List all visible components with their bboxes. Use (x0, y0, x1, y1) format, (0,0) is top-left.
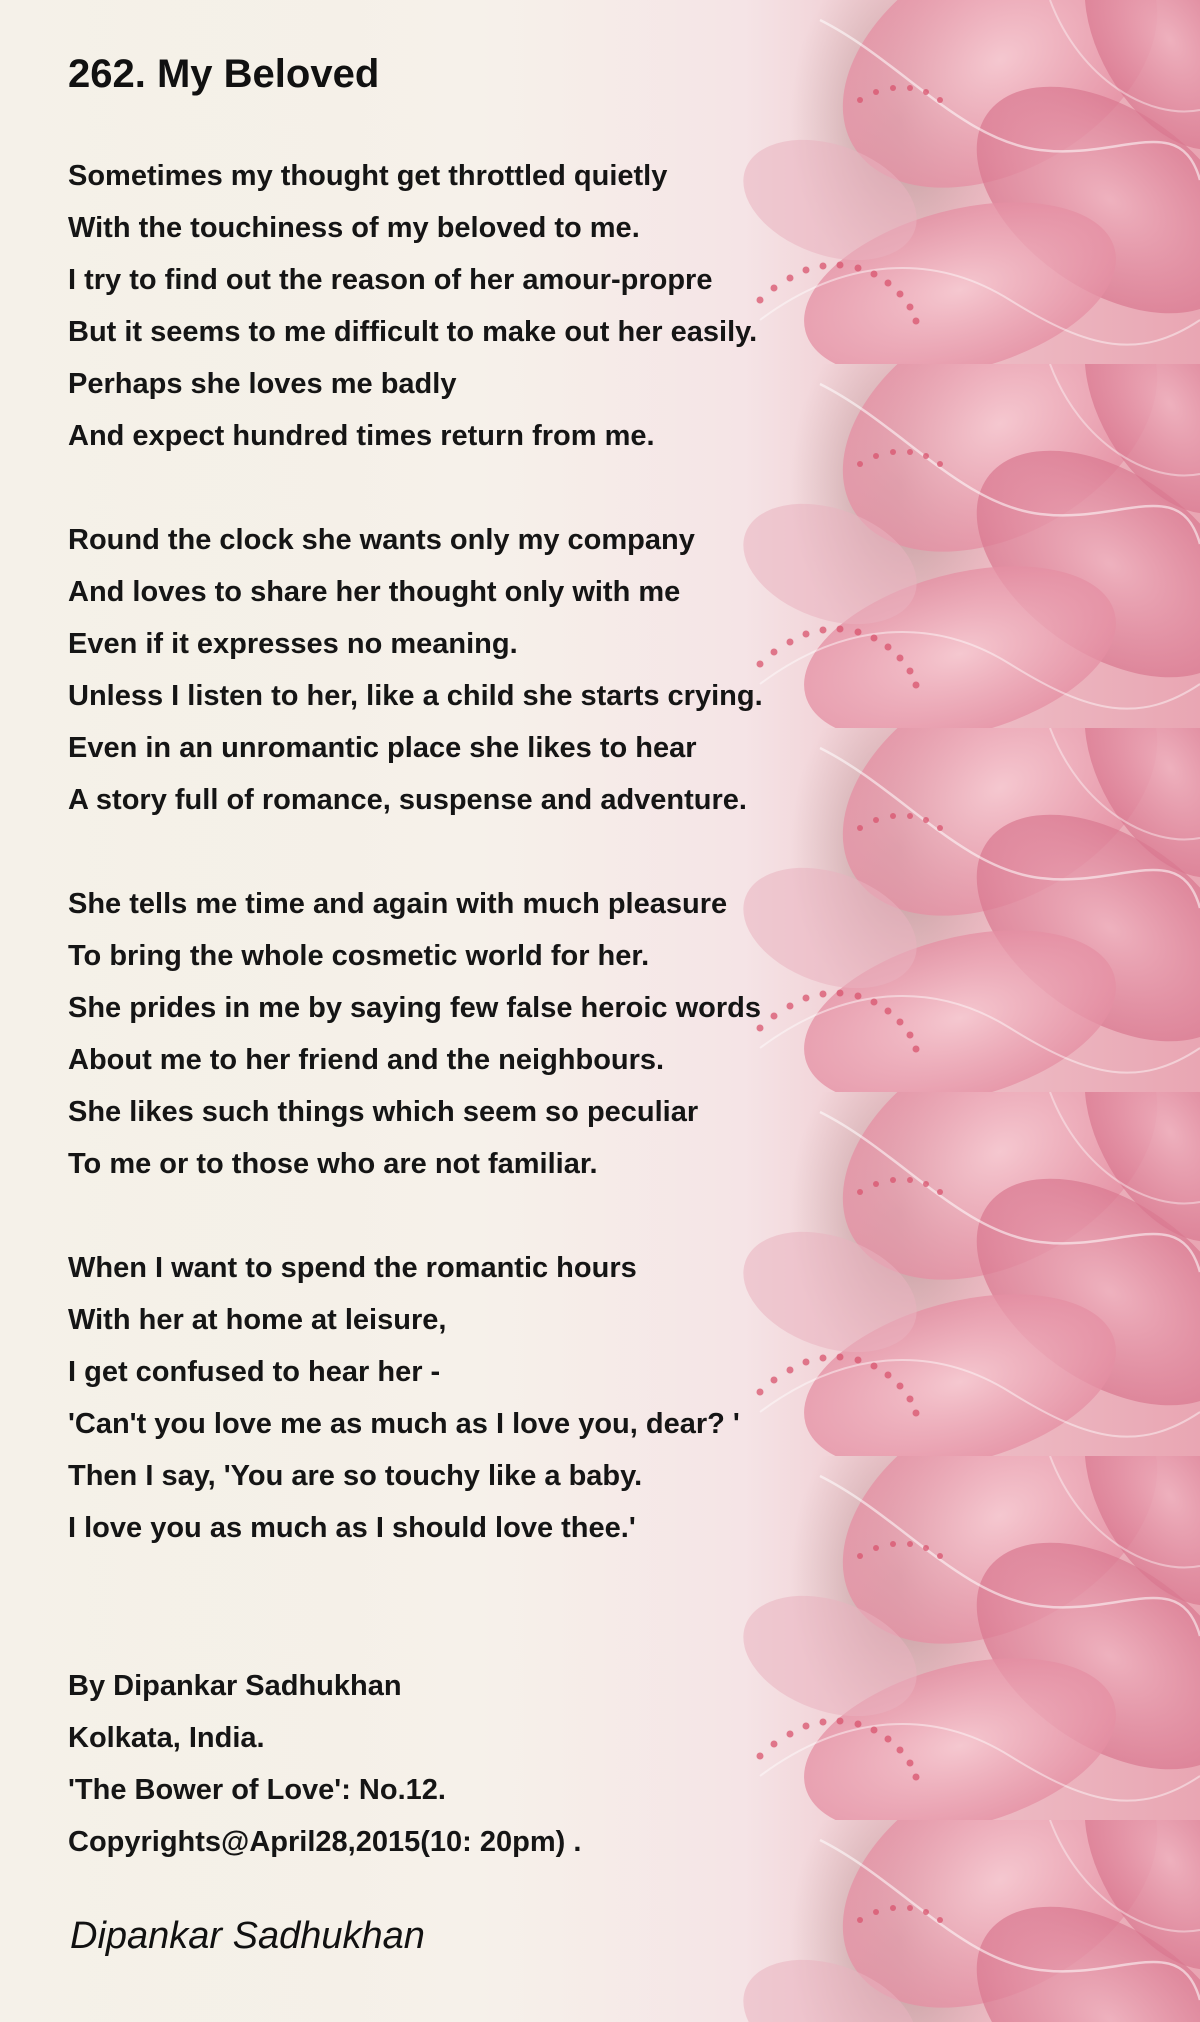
poem-line: Then I say, 'You are so touchy like a baby. (68, 1460, 643, 1492)
poem-line: With the touchiness of my beloved to me. (68, 212, 640, 244)
signature-location: Kolkata, India. (68, 1722, 265, 1754)
stanza (68, 514, 968, 826)
poem-line: And expect hundred times return from me. (68, 420, 655, 452)
poem-title: 262. My Beloved (68, 52, 380, 96)
poem-body (68, 150, 968, 1606)
signature-collection: 'The Bower of Love': No.12. (68, 1774, 446, 1806)
poem-line: Unless I listen to her, like a child she starts crying. (68, 680, 763, 712)
poem-line: Sometimes my thought get throttled quietly (68, 160, 668, 192)
poem-line: A story full of romance, suspense and adventure. (68, 784, 747, 816)
author-name: Dipankar Sadhukhan (70, 1915, 425, 1957)
poem-line: With her at home at leisure, (68, 1304, 447, 1336)
poem-line: I try to find out the reason of her amour-propre (68, 264, 713, 296)
poem-line: She likes such things which seem so peculiar (68, 1096, 699, 1128)
poem-line: She prides in me by saying few false heroic words (68, 992, 761, 1024)
poem-line: I get confused to hear her - (68, 1356, 441, 1388)
signature-copyright: Copyrights@April28,2015(10: 20pm) . (68, 1826, 582, 1858)
poem-line: She tells me time and again with much pleasure (68, 888, 728, 920)
poem-line: Round the clock she wants only my company (68, 524, 695, 556)
poem-line: To me or to those who are not familiar. (68, 1148, 598, 1180)
poem-line: I love you as much as I should love thee.' (68, 1512, 636, 1544)
signature-byline: By Dipankar Sadhukhan (68, 1670, 402, 1702)
poem-line: Perhaps she loves me badly (68, 368, 457, 400)
poem-line: But it seems to me difficult to make out her easily. (68, 316, 758, 348)
poem-line: And loves to share her thought only with me (68, 576, 681, 608)
stanza (68, 878, 968, 1190)
poem-line: About me to her friend and the neighbours. (68, 1044, 665, 1076)
stanza (68, 150, 968, 462)
poem-signature (68, 1660, 581, 1868)
poem-line: When I want to spend the romantic hours (68, 1252, 637, 1284)
poem-line: 'Can't you love me as much as I love you, dear? ' (68, 1408, 740, 1440)
poem-line: To bring the whole cosmetic world for her. (68, 940, 650, 972)
poem-line: Even if it expresses no meaning. (68, 628, 518, 660)
stanza (68, 1242, 968, 1554)
poem-line: Even in an unromantic place she likes to hear (68, 732, 697, 764)
